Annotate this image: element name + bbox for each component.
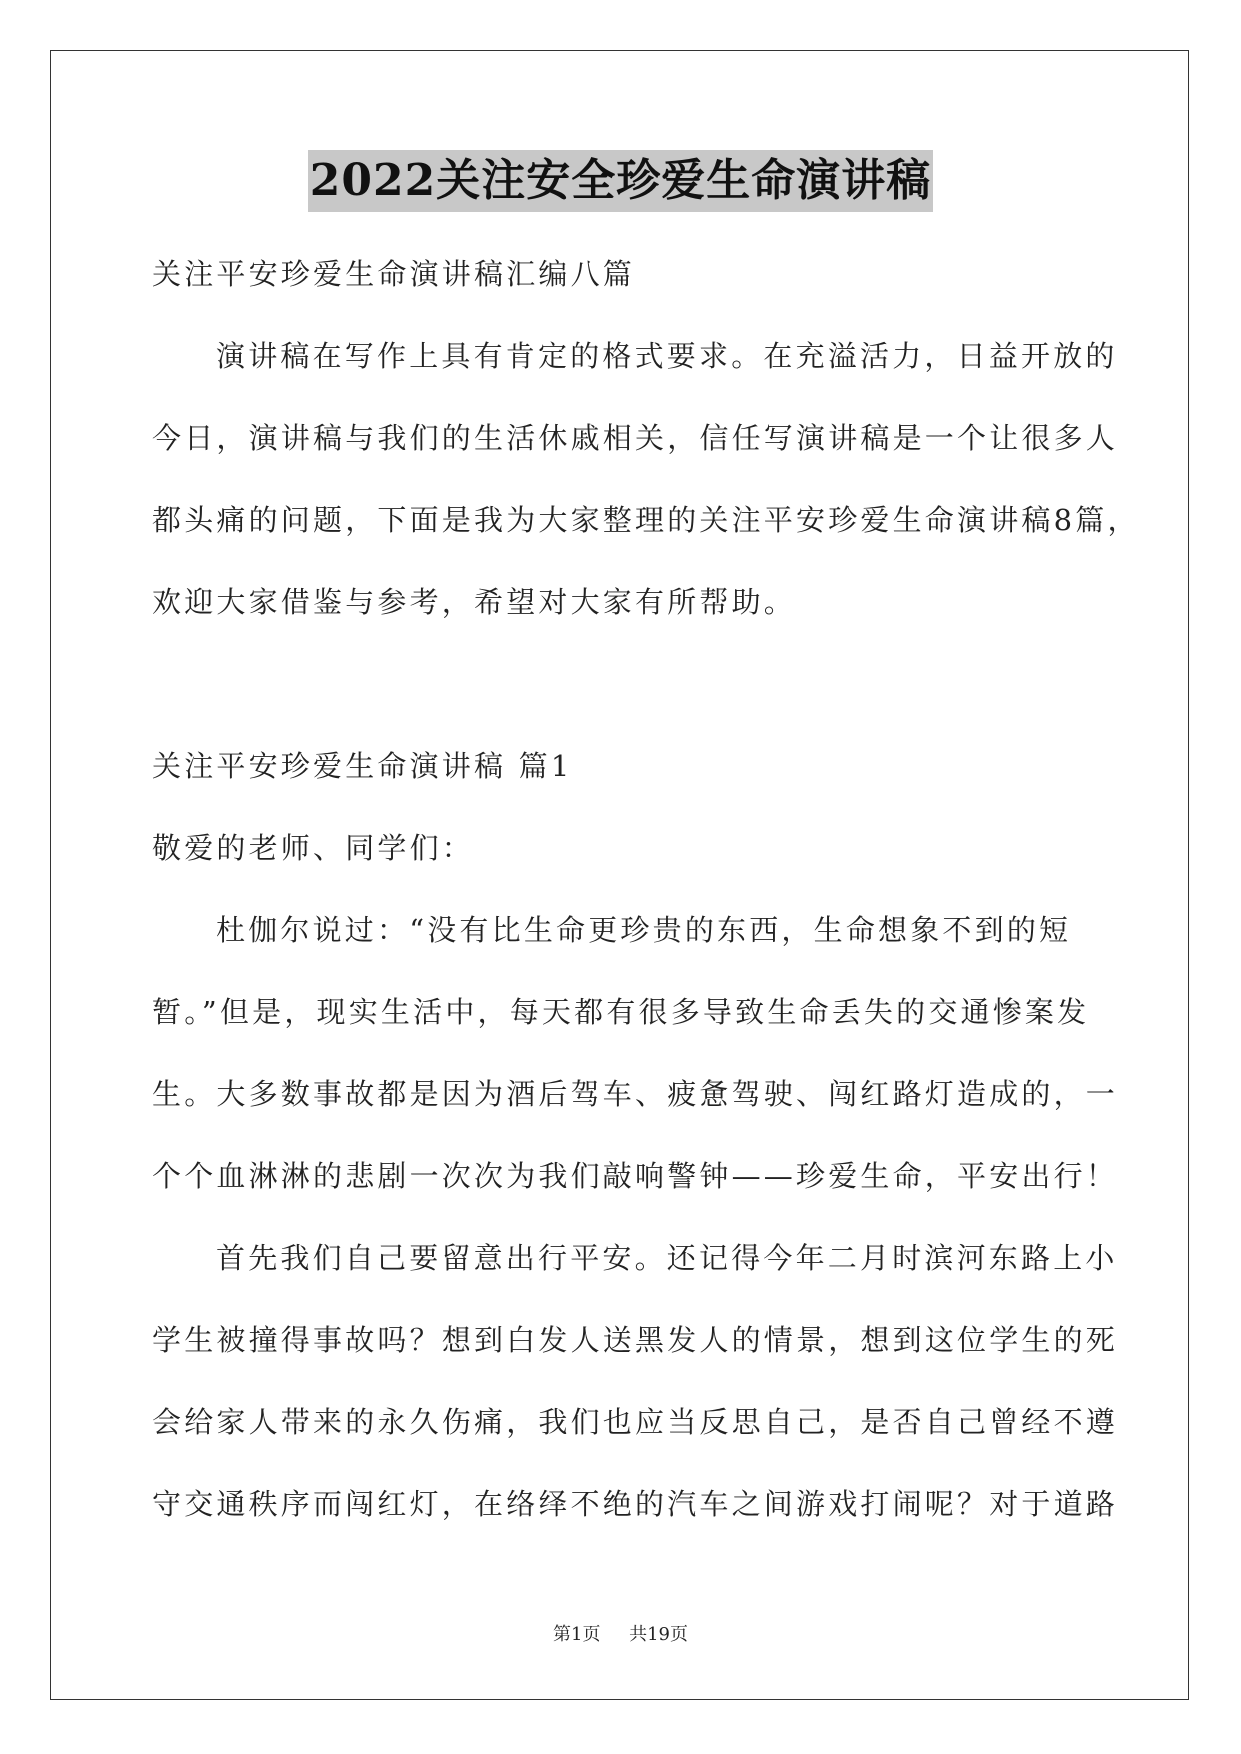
paragraph2-line-1: 首先我们自己要留意出行平安。还记得今年二月时滨河东路上小	[216, 1241, 1118, 1275]
intro-line-1: 演讲稿在写作上具有肯定的格式要求。在充溢活力，日益开放的	[216, 339, 1118, 373]
paragraph2-line-2: 学生被撞得事故吗？想到白发人送黑发人的情景，想到这位学生的死	[152, 1323, 1119, 1357]
page-total: 共19页	[629, 1624, 688, 1645]
intro-line-4: 欢迎大家借鉴与参考，希望对大家有所帮助。	[152, 585, 797, 619]
section-heading: 关注平安珍爱生命演讲稿 篇1	[152, 749, 573, 783]
page-footer	[0, 1620, 1241, 1646]
paragraph1-line-2: 暂。”但是，现实生活中，每天都有很多导致生命丢失的交通惨案发	[152, 995, 1090, 1029]
intro-line-3: 都头痛的问题，下面是我为大家整理的关注平安珍爱生命演讲稿8篇，	[152, 503, 1140, 537]
paragraph1-line-4: 个个血淋淋的悲剧一次次为我们敲响警钟——珍爱生命，平安出行！	[152, 1159, 1119, 1193]
blank-line	[152, 643, 1092, 725]
paragraph1-line-3: 生。大多数事故都是因为酒后驾车、疲惫驾驶、闯红路灯造成的，一	[152, 1077, 1119, 1111]
paragraph2-line-4: 守交通秩序而闯红灯，在络绎不绝的汽车之间游戏打闹呢？对于道路	[152, 1487, 1119, 1521]
paragraph1-line-1: 杜伽尔说过：“没有比生命更珍贵的东西，生命想象不到的短	[216, 913, 1072, 947]
paragraph2-line-3: 会给家人带来的永久伤痛，我们也应当反思自己，是否自己曾经不遵	[152, 1405, 1119, 1439]
document-body	[152, 233, 1140, 1545]
document-title	[0, 150, 1241, 212]
document-subtitle: 关注平安珍爱生命演讲稿汇编八篇	[152, 257, 636, 291]
document-title-text: 2022关注安全珍爱生命演讲稿	[308, 150, 933, 212]
intro-line-2: 今日，演讲稿与我们的生活休戚相关，信任写演讲稿是一个让很多人	[152, 421, 1119, 455]
page-number: 第1页	[553, 1624, 601, 1645]
salutation: 敬爱的老师、同学们：	[152, 831, 475, 865]
